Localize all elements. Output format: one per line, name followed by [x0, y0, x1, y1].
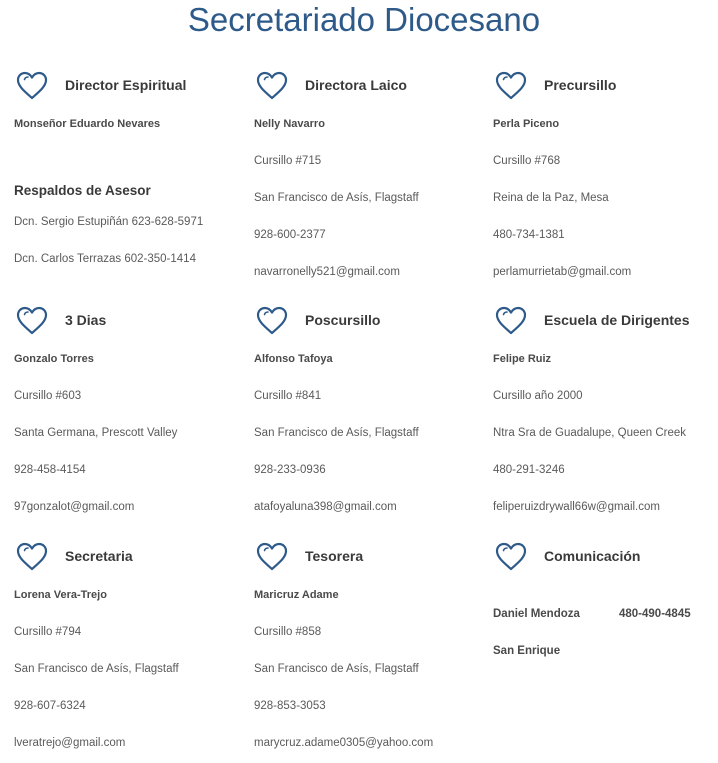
contact-phone: 480-490-4845 [619, 608, 691, 620]
heart-icon [16, 306, 48, 336]
email-address[interactable]: perlamurrietab@gmail.com [493, 266, 632, 278]
email-address[interactable]: navarronelly521@gmail.com [254, 266, 400, 278]
card-header [14, 70, 252, 104]
heart-icon [256, 71, 288, 101]
card-title: Directora Laico [305, 77, 407, 93]
parish-location: San Francisco de Asís, Flagstaff [254, 192, 419, 204]
parish-location: Santa Germana, Prescott Valley [14, 427, 178, 439]
officer-name: Nelly Navarro [254, 118, 325, 130]
phone-number: 928-458-4154 [14, 464, 86, 476]
card-title: Precursillo [544, 77, 617, 93]
card-title: Escuela de Dirigentes [544, 312, 690, 328]
heart-icon [16, 542, 48, 572]
cursillo-number: Cursillo año 2000 [493, 390, 583, 402]
subheading: Respaldos de Asesor [14, 183, 151, 198]
parish-location: San Francisco de Asís, Flagstaff [254, 663, 419, 675]
officer-name: Monseñor Eduardo Nevares [14, 118, 161, 130]
email-address[interactable]: 97gonzalot@gmail.com [14, 501, 135, 513]
parish-location: Ntra Sra de Guadalupe, Queen Creek [493, 427, 687, 439]
email-address[interactable]: feliperuizdrywall66w@gmail.com [493, 501, 660, 513]
card-title: Director Espiritual [65, 77, 187, 93]
parish-location: San Francisco de Asís, Flagstaff [14, 663, 179, 675]
cursillo-number: Cursillo #768 [493, 155, 561, 167]
phone-number: 928-233-0936 [254, 464, 326, 476]
card-header [493, 305, 718, 339]
page-title: Secretariado Diocesano [187, 1, 541, 38]
backup-advisor: Dcn. Sergio Estupiñán 623-628-5971 [14, 216, 204, 228]
heart-icon [256, 306, 288, 336]
officer-name: Perla Piceno [493, 118, 560, 130]
card-title: Comunicación [544, 548, 641, 564]
card-header [493, 541, 718, 575]
card-title: Tesorera [305, 548, 364, 564]
phone-number: 928-600-2377 [254, 229, 326, 241]
card-header [254, 305, 492, 339]
email-address[interactable]: atafoyaluna398@gmail.com [254, 501, 397, 513]
officer-name: Gonzalo Torres [14, 353, 94, 365]
phone-number: 928-853-3053 [254, 700, 326, 712]
card-header [254, 70, 492, 104]
card-title: 3 Dias [65, 312, 107, 328]
heart-icon [495, 306, 527, 336]
heart-icon [495, 71, 527, 101]
cursillo-number: Cursillo #603 [14, 390, 82, 402]
heart-icon [16, 71, 48, 101]
officer-name: Alfonso Tafoya [254, 353, 333, 365]
card-header [14, 305, 252, 339]
cursillo-number: Cursillo #841 [254, 390, 322, 402]
officer-name: Lorena Vera-Trejo [14, 589, 107, 601]
cursillo-number: Cursillo #715 [254, 155, 322, 167]
officer-name: Maricruz Adame [254, 589, 339, 601]
card-header [14, 541, 252, 575]
email-address[interactable]: marycruz.adame0305@yahoo.com [254, 737, 434, 749]
cursillo-number: Cursillo #858 [254, 626, 322, 638]
parish-location: Reina de la Paz, Mesa [493, 192, 609, 204]
cursillo-number: Cursillo #794 [14, 626, 82, 638]
contact-name: Daniel Mendoza [493, 608, 580, 620]
phone-number: 928-607-6324 [14, 700, 86, 712]
phone-number: 480-291-3246 [493, 464, 565, 476]
card-title: Secretaria [65, 548, 133, 564]
card-title: Poscursillo [305, 312, 381, 328]
parish-location: San Francisco de Asís, Flagstaff [254, 427, 419, 439]
email-address[interactable]: lveratrejo@gmail.com [14, 737, 126, 749]
heart-icon [495, 542, 527, 572]
backup-advisor: Dcn. Carlos Terrazas 602-350-1414 [14, 253, 196, 265]
card-header [493, 70, 718, 104]
heart-icon [256, 542, 288, 572]
card-header [254, 541, 492, 575]
parish: San Enrique [493, 645, 561, 657]
officer-name: Felipe Ruiz [493, 353, 552, 365]
phone-number: 480-734-1381 [493, 229, 565, 241]
